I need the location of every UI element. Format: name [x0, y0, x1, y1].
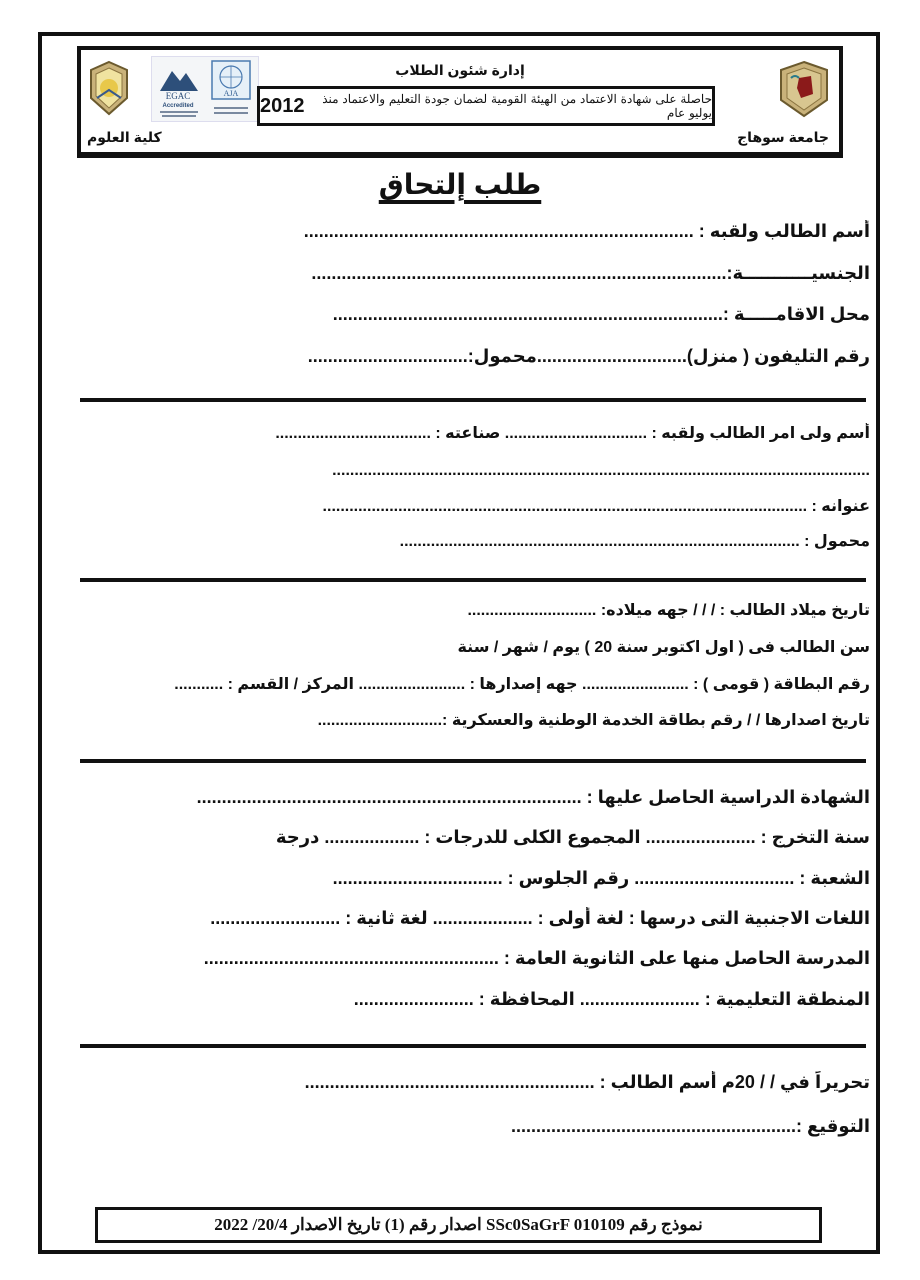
svg-text:Accredited: Accredited: [162, 103, 194, 109]
section-divider: [80, 759, 866, 763]
student-name-field[interactable]: أسم الطالب ولقبه : ..............................................................................: [303, 221, 870, 241]
written-date-field[interactable]: تحريراً في / / 20م أسم الطالب : ..........................................................: [304, 1072, 870, 1092]
accreditation-statement: [257, 86, 715, 126]
national-id-field[interactable]: رقم البطاقة ( قومى ) : ........................ جهه إصدارها : ........................ المركز / القسم : ...........: [174, 676, 870, 693]
educational-zone-field[interactable]: المنطقة التعليمية : ........................ المحافظة : ........................: [353, 989, 870, 1009]
school-field[interactable]: المدرسة الحاصل منها على الثانوية العامة : ...........................................................: [203, 948, 870, 968]
residence-field[interactable]: محل الاقامـــــة :..............................................................................: [332, 304, 870, 324]
student-age-field[interactable]: سن الطالب فى ( اول اكتوبر سنة 20 ) يوم / شهر / سنة: [457, 639, 870, 656]
certificate-field[interactable]: الشهادة الدراسية الحاصل عليها : .............................................................................: [196, 787, 870, 807]
guardian-mobile-field[interactable]: محمول : ..........................................................................................: [399, 533, 870, 550]
signature-field[interactable]: التوقيع :.........................................................: [510, 1116, 870, 1136]
guardian-name-field[interactable]: أسم ولى امر الطالب ولقبه : ................................ صناعته : ...................................: [275, 425, 870, 442]
university-emblem-icon: [777, 60, 831, 118]
svg-text:EGAC: EGAC: [165, 91, 191, 101]
department-title: إدارة شئون الطلاب: [395, 62, 525, 78]
accreditation-year: 2012: [260, 94, 305, 117]
section-divider: [80, 578, 866, 582]
form-code-text: نموذج رقم SSc0SaGrF 010109 اصدار رقم (1) تاريخ الاصدار 20/4/ 2022: [214, 1215, 703, 1234]
languages-field[interactable]: اللغات الاجنبية التى درسها : لغة أولى : .................... لغة ثانية : ..........................: [210, 908, 870, 928]
university-name: جامعة سوهاج: [737, 129, 829, 145]
section-divider: [80, 398, 866, 402]
accreditation-text: حاصلة على شهادة الاعتماد من الهيئة القومية لضمان جودة التعليم والاعتماد منذ يوليو عام: [322, 92, 712, 120]
guardian-extra-line[interactable]: .........................................................................................................................: [332, 462, 870, 479]
nationality-field[interactable]: الجنسيـــــــــــة:...................................................................................: [311, 263, 870, 283]
svg-text:AJA: AJA: [223, 89, 239, 98]
id-issue-military-field[interactable]: تاريخ اصدارها / / رقم بطاقة الخدمة الوطنية والعسكرية :............................: [317, 712, 870, 729]
guardian-address-field[interactable]: عنوانه : .............................................................................................................: [322, 498, 870, 515]
form-code-footer: [95, 1207, 822, 1243]
section-divider: [80, 1044, 866, 1048]
letterhead: [77, 46, 843, 158]
birth-date-field[interactable]: تاريخ ميلاد الطالب : / / / جهه ميلاده: .............................: [467, 602, 870, 619]
graduation-year-field[interactable]: سنة التخرج : ...................... المجموع الكلى للدرجات : ................... درجة: [275, 827, 870, 847]
form-title: طلب إلتحاق: [378, 169, 542, 200]
phone-field[interactable]: رقم التليفون ( منزل)..............................محمول:................................: [307, 346, 870, 366]
faculty-name: كلية العلوم: [87, 129, 162, 145]
division-field[interactable]: الشعبة : ................................ رقم الجلوس : ..................................: [332, 868, 870, 888]
